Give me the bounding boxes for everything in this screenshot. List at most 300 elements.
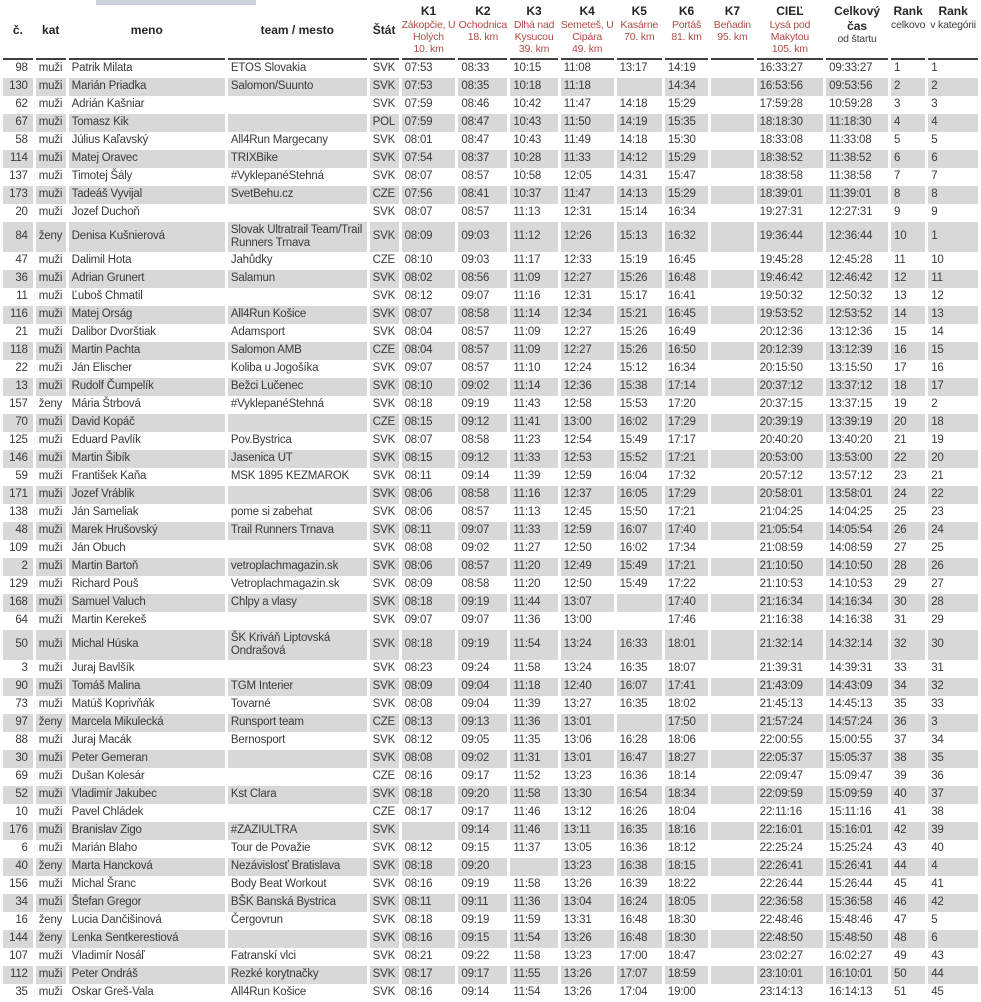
cell-ciel: 21:05:54 (757, 522, 824, 540)
table-row (3, 396, 978, 414)
cell-k5: 14:12 (617, 150, 662, 168)
cell-meno: Peter Gemeran (69, 750, 225, 768)
cell-rank: 30 (891, 594, 925, 612)
cell-ciel: 21:10:53 (759, 578, 803, 591)
cell-rank: 6 (891, 150, 925, 168)
cell-rank: 44 (891, 858, 925, 876)
cell-kat: muži (38, 362, 63, 375)
table-row (3, 678, 978, 696)
cell-no: 16 (15, 914, 28, 927)
cell-k7 (711, 558, 754, 576)
cell-no: 20 (15, 206, 28, 219)
cell-k7 (711, 150, 754, 168)
cell-rank_kat: 4 (928, 858, 978, 876)
table-row (3, 306, 978, 324)
cell-team: Čergovrun (230, 914, 283, 927)
cell-team: TRIXBike (228, 150, 367, 168)
cell-rank: 38 (891, 750, 925, 768)
cell-k7 (711, 732, 754, 750)
cell-rank_kat: 6 (928, 150, 978, 168)
cell-k2: 08:57 (461, 206, 490, 219)
col-header-no (3, 2, 33, 60)
cell-kat: ženy (36, 222, 66, 252)
cell-stat: SVK (372, 134, 396, 147)
table-row (3, 984, 978, 1002)
col-subtitle-rank: celkovo (891, 18, 926, 31)
cell-k2: 09:14 (461, 470, 490, 483)
cell-k4: 12:05 (563, 170, 592, 183)
cell-k6: 18:04 (667, 806, 696, 819)
cell-k3: 11:52 (513, 770, 541, 783)
cell-k2: 09:17 (458, 966, 507, 984)
table-row (3, 150, 978, 168)
cell-ciel: 18:39:01 (757, 186, 824, 204)
cell-meno: Samuel Valuch (69, 594, 225, 612)
cell-k4: 13:04 (561, 894, 614, 912)
cell-k2: 09:02 (458, 378, 507, 396)
cell-k1: 07:56 (402, 186, 456, 204)
col-title-kat: kat (42, 22, 60, 37)
cell-k3: 10:43 (510, 114, 557, 132)
cell-rank: 27 (894, 542, 907, 555)
col-header-rank (891, 2, 925, 60)
cell-k4: 13:27 (563, 698, 592, 711)
cell-team: #VyklepanéStehná (230, 170, 324, 183)
cell-rank_kat: 44 (928, 966, 978, 984)
col-subtitle-k2: Ochodnica 18. km (458, 18, 508, 43)
cell-k6: 16:41 (667, 290, 696, 303)
cell-k5: 15:50 (619, 506, 648, 519)
cell-k7 (711, 222, 754, 252)
cell-k2: 08:57 (458, 558, 507, 576)
cell-rank: 1 (894, 62, 901, 75)
cell-k1: 08:04 (404, 326, 433, 339)
cell-k4: 12:59 (561, 522, 614, 540)
cell-k6: 17:40 (665, 594, 708, 612)
cell-k4: 12:27 (563, 326, 592, 339)
cell-stat: SVK (372, 506, 396, 519)
cell-no: 34 (3, 894, 33, 912)
cell-k6: 18:22 (667, 878, 696, 891)
cell-total: 11:33:08 (829, 134, 872, 147)
cell-k2: 09:19 (461, 914, 490, 927)
cell-ciel: 19:46:42 (757, 270, 824, 288)
cell-k7 (711, 342, 754, 360)
table-row (3, 840, 978, 858)
cell-ciel: 19:53:52 (757, 306, 824, 324)
cell-team: Trail Runners Trnava (228, 522, 367, 540)
cell-k6: 17:14 (665, 378, 708, 396)
cell-rank: 2 (891, 78, 925, 96)
col-header-k7 (711, 2, 754, 60)
cell-k1: 08:17 (404, 806, 433, 819)
cell-meno: Denisa Kušnierová (69, 222, 225, 252)
cell-k6: 17:21 (665, 558, 708, 576)
cell-k4: 12:50 (563, 578, 592, 591)
cell-meno: Matúš Koprivňák (71, 698, 155, 711)
cell-k4: 13:12 (563, 806, 592, 819)
cell-team (228, 96, 367, 114)
cell-k3: 11:18 (510, 678, 557, 696)
cell-rank: 33 (894, 662, 907, 675)
cell-k6: 18:06 (667, 734, 696, 747)
cell-stat: SVK (370, 78, 399, 96)
cell-team: Kst Clara (228, 786, 367, 804)
cell-stat: SVK (372, 542, 396, 555)
cell-no: 157 (9, 398, 28, 411)
cell-ciel: 23:02:27 (759, 950, 803, 963)
cell-k2: 09:04 (461, 698, 490, 711)
cell-k3: 11:31 (510, 750, 557, 768)
cell-ciel: 22:05:37 (757, 750, 824, 768)
cell-k1: 08:01 (404, 134, 433, 147)
cell-k4: 12:26 (561, 222, 614, 252)
cell-total: 13:12:36 (829, 326, 873, 339)
cell-no: 73 (15, 698, 28, 711)
cell-k6: 19:00 (667, 986, 696, 999)
cell-k7 (711, 912, 754, 930)
cell-k4: 12:33 (563, 254, 592, 267)
cell-kat: muži (38, 98, 63, 111)
cell-ciel: 21:57:24 (757, 714, 824, 732)
cell-stat: SVK (372, 662, 396, 675)
cell-k4: 12:50 (563, 542, 592, 555)
cell-team: Fatranskí vlci (230, 950, 296, 963)
cell-stat: CZE (370, 414, 399, 432)
cell-k2: 08:57 (461, 170, 490, 183)
cell-k4: 12:45 (563, 506, 592, 519)
cell-rank_kat: 38 (931, 806, 944, 819)
cell-total: 15:05:37 (826, 750, 888, 768)
cell-no: 50 (3, 630, 33, 660)
cell-team: Adamsport (230, 326, 285, 339)
cell-stat: POL (370, 114, 399, 132)
cell-ciel: 21:39:31 (759, 662, 803, 675)
cell-stat: SVK (370, 558, 399, 576)
cell-team: Body Beat Workout (230, 878, 327, 891)
col-header-k2 (458, 2, 507, 60)
cell-stat: CZE (370, 714, 399, 732)
cell-stat: CZE (372, 770, 396, 783)
cell-rank_kat: 19 (931, 434, 944, 447)
cell-no: 116 (3, 306, 33, 324)
cell-k4: 12:34 (561, 306, 614, 324)
cell-team: Salomon AMB (228, 342, 367, 360)
cell-k4: 11:08 (563, 62, 591, 75)
cell-total: 15:26:44 (829, 878, 873, 891)
cell-k5: 16:36 (619, 842, 648, 855)
cell-meno: Mária Štrbová (71, 398, 141, 411)
cell-k5: 15:49 (617, 558, 662, 576)
col-header-kat (36, 2, 66, 60)
cell-kat: ženy (36, 930, 66, 948)
cell-k1: 08:09 (402, 678, 456, 696)
cell-rank: 50 (891, 966, 925, 984)
cell-k2: 08:57 (461, 362, 490, 375)
cell-no: 30 (3, 750, 33, 768)
cell-rank_kat: 17 (928, 378, 978, 396)
cell-k1: 08:17 (402, 966, 456, 984)
cell-rank_kat: 18 (928, 414, 978, 432)
cell-no: 109 (9, 542, 28, 555)
cell-rank_kat: 3 (931, 98, 938, 111)
cell-k2: 08:37 (458, 150, 507, 168)
cell-k5: 15:26 (619, 326, 648, 339)
cell-k1: 08:11 (402, 522, 456, 540)
cell-k5 (617, 78, 662, 96)
cell-k7 (711, 432, 754, 450)
cell-k7 (711, 114, 754, 132)
cell-k2: 09:15 (461, 842, 490, 855)
cell-k7 (711, 612, 754, 630)
cell-ciel: 23:10:01 (757, 966, 824, 984)
cell-k4: 12:58 (563, 398, 592, 411)
cell-no: 176 (3, 822, 33, 840)
cell-total: 15:48:46 (829, 914, 873, 927)
cell-meno: Eduard Pavlík (71, 434, 141, 447)
cell-rank: 25 (894, 506, 907, 519)
cell-rank_kat: 15 (928, 342, 978, 360)
cell-k3: 11:46 (510, 822, 557, 840)
cell-rank_kat: 12 (931, 290, 944, 303)
cell-k5: 15:19 (619, 254, 648, 267)
cell-total: 14:10:50 (826, 558, 888, 576)
cell-ciel: 21:43:09 (757, 678, 824, 696)
cell-k4: 12:31 (563, 290, 592, 303)
cell-rank: 49 (894, 950, 907, 963)
cell-k4: 12:54 (563, 434, 592, 447)
col-title-meno: meno (130, 22, 163, 37)
cell-k6: 18:15 (665, 858, 708, 876)
cell-k6: 17:29 (665, 486, 708, 504)
cell-stat: SVK (372, 986, 396, 999)
cell-k2: 08:46 (461, 98, 490, 111)
cell-rank_kat: 24 (928, 522, 978, 540)
cell-k3: 11:17 (513, 254, 541, 267)
col-header-k3 (510, 2, 557, 60)
cell-k5: 14:31 (619, 170, 648, 183)
cell-stat: SVK (372, 170, 396, 183)
cell-rank: 48 (891, 930, 925, 948)
cell-k6: 17:50 (665, 714, 708, 732)
cell-k7 (711, 786, 754, 804)
cell-k4: 13:23 (561, 858, 614, 876)
cell-ciel: 22:48:50 (757, 930, 824, 948)
cell-k3: 11:12 (510, 222, 557, 252)
cell-k1: 07:53 (402, 78, 456, 96)
cell-kat: muži (38, 806, 63, 819)
cell-rank_kat: 9 (931, 206, 938, 219)
cell-meno: Vladimír Nosáľ (71, 950, 145, 963)
cell-rank: 8 (891, 186, 925, 204)
table-row (3, 168, 978, 186)
cell-stat: SVK (372, 98, 396, 111)
cell-k6: 16:45 (667, 254, 696, 267)
cell-k7 (711, 840, 754, 858)
cell-k6: 17:29 (665, 414, 708, 432)
cell-k6: 15:29 (665, 186, 708, 204)
cell-k6: 18:14 (667, 770, 696, 783)
cell-kat: muži (36, 186, 66, 204)
cell-no: 13 (3, 378, 33, 396)
cell-total: 13:37:12 (826, 378, 888, 396)
cell-stat: CZE (370, 186, 399, 204)
cell-k6: 17:40 (665, 522, 708, 540)
cell-kat: muži (36, 414, 66, 432)
cell-k7 (711, 186, 754, 204)
cell-k5: 16:02 (617, 414, 662, 432)
cell-k1: 08:18 (402, 786, 456, 804)
table-row (3, 204, 978, 222)
cell-total: 14:45:13 (829, 698, 873, 711)
cell-k2: 09:15 (458, 930, 507, 948)
col-subtitle-ciel: Lysá pod Makytou 105. km (769, 18, 811, 56)
cell-rank: 41 (894, 806, 907, 819)
cell-k1: 08:04 (402, 342, 456, 360)
cell-rank_kat: 14 (931, 326, 944, 339)
table-row (3, 360, 978, 378)
cell-ciel: 21:45:13 (759, 698, 803, 711)
col-title-team: team / mesto (260, 22, 334, 37)
cell-no: 97 (3, 714, 33, 732)
cell-kat: muži (36, 522, 66, 540)
cell-k3: 11:14 (510, 306, 557, 324)
col-subtitle-k7: Beňadin 95. km (713, 18, 751, 43)
cell-ciel: 20:39:19 (757, 414, 824, 432)
cell-ciel: 18:18:30 (757, 114, 824, 132)
col-subtitle-rank_kat: v kategórii (930, 18, 976, 31)
cell-kat: ženy (38, 398, 63, 411)
cell-k4: 13:23 (563, 950, 592, 963)
cell-k6: 17:21 (667, 506, 696, 519)
col-title-rank_kat: Rank (938, 4, 968, 18)
cell-k1: 07:54 (402, 150, 456, 168)
cell-k2: 08:47 (461, 134, 490, 147)
cell-k7 (711, 324, 754, 342)
cell-k6: 17:20 (667, 398, 696, 411)
cell-k1: 08:23 (404, 662, 433, 675)
table-row (3, 414, 978, 432)
cell-k6: 17:32 (667, 470, 696, 483)
cell-no: 10 (15, 806, 28, 819)
cell-rank_kat: 10 (931, 254, 944, 267)
cell-ciel: 20:15:50 (759, 362, 803, 375)
cell-team: BŠK Banská Bystrica (228, 894, 367, 912)
cell-k1: 08:18 (402, 858, 456, 876)
cell-k7 (711, 966, 754, 984)
table-row (3, 786, 978, 804)
col-header-k6 (665, 2, 708, 60)
cell-k6: 18:01 (665, 630, 708, 660)
cell-k6: 18:30 (667, 914, 696, 927)
cell-k3: 11:37 (513, 842, 541, 855)
cell-k6: 15:30 (667, 134, 696, 147)
cell-total: 14:16:38 (829, 614, 873, 627)
cell-rank_kat: 36 (931, 770, 944, 783)
cell-k2: 09:02 (461, 542, 490, 555)
cell-ciel: 20:40:20 (759, 434, 803, 447)
cell-k3: 11:46 (513, 806, 541, 819)
cell-rank: 42 (891, 822, 925, 840)
cell-k6: 18:02 (667, 698, 696, 711)
cell-stat: CZE (372, 254, 396, 267)
cell-total: 12:36:44 (826, 222, 888, 252)
cell-rank_kat: 21 (931, 470, 944, 483)
table-row (3, 630, 978, 660)
cell-k2: 09:02 (458, 750, 507, 768)
cell-stat: SVK (370, 822, 399, 840)
cell-kat: muži (36, 594, 66, 612)
cell-no: 168 (3, 594, 33, 612)
cell-total: 13:37:15 (829, 398, 873, 411)
cell-meno: Dalimil Hota (71, 254, 132, 267)
cell-stat: SVK (372, 206, 396, 219)
cell-kat: muži (38, 326, 63, 339)
cell-k7 (711, 504, 754, 522)
cell-k3: 11:09 (510, 270, 557, 288)
cell-k6: 15:29 (667, 98, 696, 111)
cell-k7 (711, 594, 754, 612)
cell-stat: SVK (372, 614, 396, 627)
cell-total: 13:12:39 (826, 342, 888, 360)
cell-rank_kat: 1 (931, 62, 938, 75)
cell-rank: 36 (891, 714, 925, 732)
cell-ciel: 22:09:47 (759, 770, 803, 783)
cell-k5: 14:13 (617, 186, 662, 204)
cell-ciel: 22:09:59 (757, 786, 824, 804)
cell-ciel: 22:11:16 (759, 806, 802, 819)
cell-k1: 08:21 (404, 950, 433, 963)
cell-rank_kat: 35 (928, 750, 978, 768)
table-row (3, 78, 978, 96)
cell-rank_kat: 1 (928, 222, 978, 252)
cell-meno: Lenka Sentkerestiová (69, 930, 225, 948)
cell-k3: 11:41 (510, 414, 557, 432)
cell-team: TGM Interier (228, 678, 367, 696)
cell-stat: SVK (370, 786, 399, 804)
cell-no: 22 (15, 362, 28, 375)
cell-stat: SVK (372, 698, 396, 711)
cell-k1: 08:16 (404, 986, 433, 999)
cell-ciel: 19:45:28 (759, 254, 803, 267)
cell-k4: 13:01 (561, 714, 614, 732)
cell-team: Salomon/Suunto (228, 78, 367, 96)
col-header-meno (69, 2, 225, 60)
cell-meno: Ján Elischer (71, 362, 132, 375)
cell-k1: 08:06 (402, 486, 456, 504)
cell-k2: 09:19 (461, 878, 490, 891)
cell-total: 16:10:01 (826, 966, 888, 984)
col-title-k3: K3 (526, 4, 542, 18)
table-row (3, 540, 978, 558)
cell-k5: 16:39 (619, 878, 648, 891)
cell-team: #ZAZIULTRA (228, 822, 367, 840)
cell-k5 (617, 594, 662, 612)
cell-ciel: 22:16:01 (757, 822, 824, 840)
col-title-k2: K2 (475, 4, 491, 18)
cell-ciel: 18:38:52 (757, 150, 824, 168)
cell-kat: muži (38, 62, 63, 75)
cell-k6: 14:34 (665, 78, 708, 96)
cell-no: 11 (16, 290, 28, 303)
cell-no: 130 (3, 78, 33, 96)
cell-k3: 11:33 (510, 450, 557, 468)
cell-kat: muži (38, 206, 63, 219)
cell-k5: 16:48 (619, 914, 648, 927)
cell-total: 15:48:50 (826, 930, 888, 948)
col-title-k4: K4 (579, 4, 595, 18)
cell-team: Runsport team (228, 714, 367, 732)
